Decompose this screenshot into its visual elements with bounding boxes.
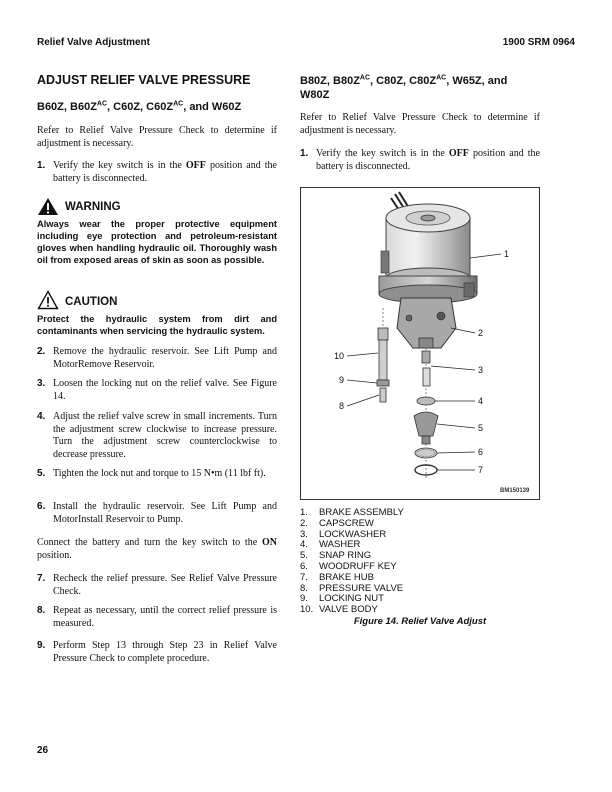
figure-code: BM150139: [500, 488, 530, 494]
callout-7: 7: [478, 465, 484, 475]
connect-battery-paragraph: Connect the battery and turn the key switch to the ON position.: [37, 537, 277, 561]
header-right: 1900 SRM 0964: [502, 37, 575, 48]
exploded-view-diagram: [301, 188, 539, 499]
legend-item: 8. PRESSURE VALVE: [300, 582, 404, 594]
left-model-heading: B60Z, $B60Z^{AC}$, C60Z, $C60Z^{AC}$, and W60Z: [37, 100, 242, 113]
figure-legend: [300, 508, 540, 616]
legend-item: 5. SNAP RING: [300, 550, 372, 562]
caution-header: [37, 290, 277, 312]
caution-body: Protect the hydraulic system from dirt and contaminants when servicing the hydraulic system.: [37, 314, 277, 336]
callout-1: 1: [504, 249, 510, 259]
caution-title: CAUTION: [65, 296, 118, 308]
brake-assembly: [379, 204, 477, 303]
pump-body: [397, 298, 456, 348]
callout-8: 8: [339, 401, 345, 411]
right-intro: Refer to Relief Valve Pressure Check to determine if adjustment is necessary.: [300, 112, 540, 136]
exploded-column: [414, 348, 438, 478]
left-step-1: 1. Verify the key switch is in the OFF position and the battery is disconnected.: [37, 160, 277, 184]
callout-10: 10: [334, 351, 345, 361]
legend-item: 2. CAPSCREW: [300, 517, 374, 529]
figure-caption: Figure 14. Relief Valve Adjust: [353, 616, 487, 627]
warning-body: Always wear the proper protective equipment including eye protection and petroleum-resistant gloves when handling hydraulic oil. Thoroughly wash oil from exposed areas of skin as soon as possible.: [37, 219, 277, 265]
left-intro: Refer to Relief Valve Pressure Check to determine if adjustment is necessary.: [37, 125, 277, 149]
callout-2: 2: [478, 328, 484, 338]
legend-item: 1. BRAKE ASSEMBLY: [300, 507, 404, 518]
callout-6: 6: [478, 447, 484, 457]
callout-3: 3: [478, 365, 484, 375]
page-number: 26: [37, 745, 49, 756]
relief-valve-parts: [377, 308, 389, 402]
caution-triangle-icon: [37, 290, 59, 310]
legend-item: 4. WASHER: [300, 539, 361, 551]
right-model-heading: B80Z, $B80Z^{AC}$, C80Z, $C80Z^{AC}$, W65Z, and W80Z: [300, 74, 508, 101]
section-title: ADJUST RELIEF VALVE PRESSURE: [37, 73, 251, 87]
warning-triangle-icon: [37, 197, 59, 216]
callout-9: 9: [339, 375, 345, 385]
callout-5: 5: [478, 423, 484, 433]
warning-title: WARNING: [65, 201, 121, 213]
legend-item: 10. VALVE BODY: [300, 604, 378, 616]
header-left: Relief Valve Adjustment: [37, 37, 150, 48]
legend-item: 3. LOCKWASHER: [300, 528, 387, 540]
figure-14: [300, 187, 540, 500]
right-step-1: 1. Verify the key switch is in the OFF position and the battery is disconnected.: [300, 148, 540, 172]
warning-header: [37, 197, 277, 217]
legend-item: 6. WOODRUFF KEY: [300, 560, 397, 572]
callout-4: 4: [478, 396, 484, 406]
legend-item: 7. BRAKE HUB: [300, 571, 374, 583]
legend-item: 9. LOCKING NUT: [300, 593, 384, 605]
